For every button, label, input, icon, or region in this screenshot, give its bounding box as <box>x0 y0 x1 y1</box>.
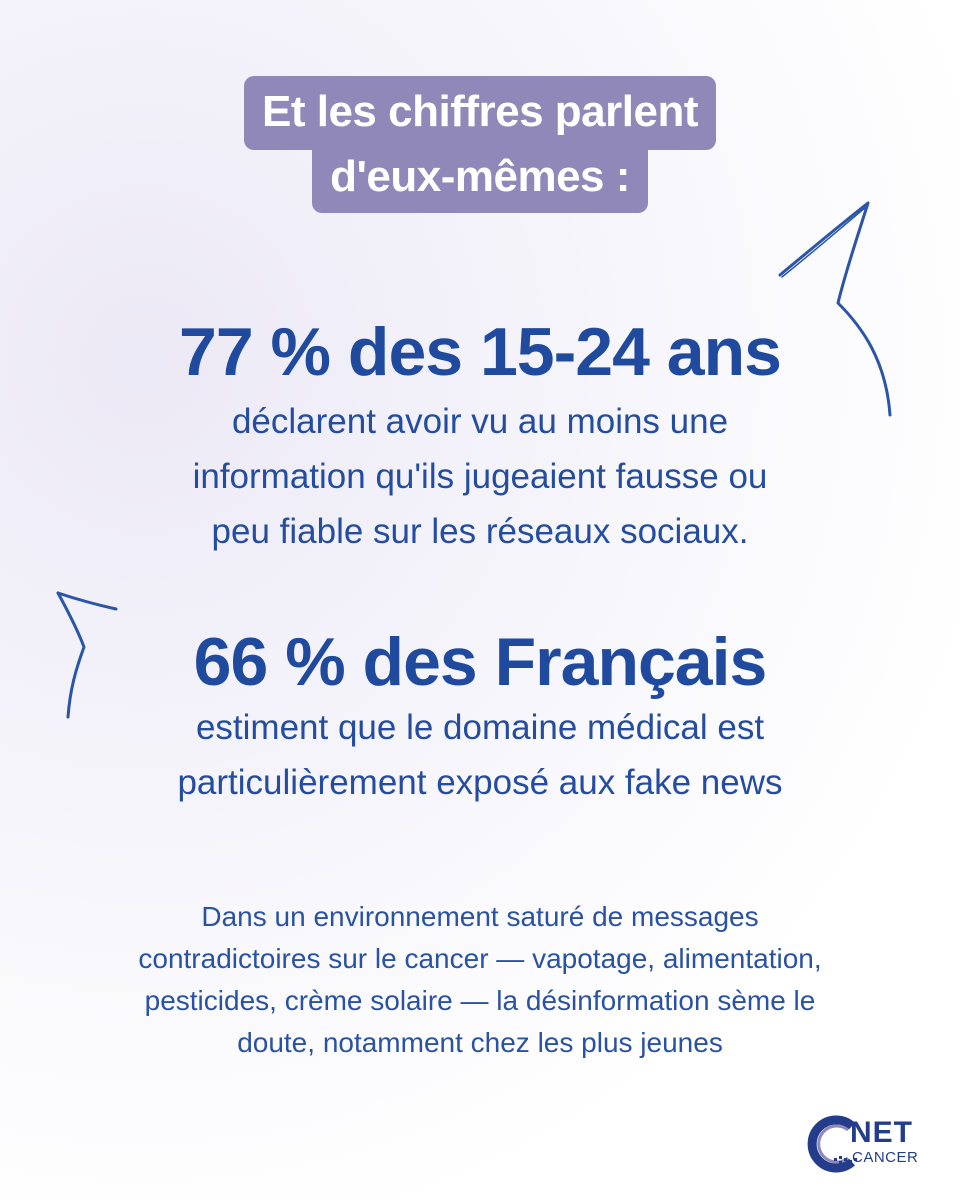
stat-headline: 66 % des Français <box>193 624 767 700</box>
stat-description-line: information qu'ils jugeaient fausse ou <box>192 457 768 496</box>
stat-headline: 77 % des 15-24 ans <box>179 314 781 390</box>
paragraph-line: Dans un environnement saturé de messages <box>201 901 759 932</box>
stat-description-line: particulièrement exposé aux fake news <box>177 763 783 802</box>
title-line-2: d'eux-mêmes : <box>312 149 648 213</box>
stat-description <box>0 394 960 559</box>
stat-description <box>0 700 960 810</box>
title-line-1: Et les chiffres parlent <box>244 76 716 150</box>
stat-block-youth <box>0 314 960 559</box>
stat-description-line: estiment que le domaine médical est <box>195 708 765 747</box>
stat-block-french <box>0 624 960 810</box>
logo-brand-text: NET <box>850 1116 913 1149</box>
context-paragraph <box>50 896 910 1064</box>
paragraph-line: pesticides, crème solaire — la désinformation sème le <box>144 985 816 1016</box>
paragraph-line: doute, notamment chez les plus jeunes <box>237 1027 723 1058</box>
stat-description-line: déclarent avoir vu au moins une <box>231 402 729 441</box>
title-banner <box>0 76 960 213</box>
paragraph-line: contradictoires sur le cancer — vapotage, alimentation, <box>138 943 822 974</box>
logo-sub-text: CANCER <box>852 1149 919 1166</box>
net-cancer-logo <box>804 1114 944 1174</box>
stat-description-line: peu fiable sur les réseaux sociaux. <box>211 512 749 551</box>
